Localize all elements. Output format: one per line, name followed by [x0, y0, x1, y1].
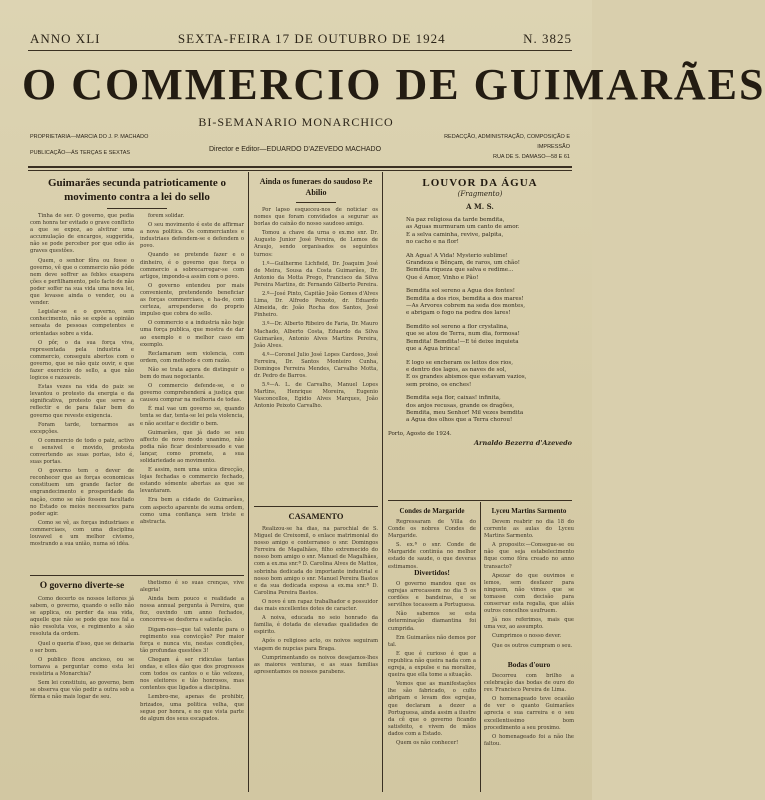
paragraph: O commercio de todo o paiz, activo e sensivel e movido, protesta convertendo as suas portas, isto é, suas portas.: [30, 437, 134, 466]
column-divider-3: [480, 502, 481, 792]
poem-line: —As Arvores cobrem na seda dos montes,: [406, 303, 525, 310]
paragraph: Cumprimentando os noivos desejamos-lhes as maiores venturas, e as suas familias apresentamos os nossos parabens.: [254, 654, 378, 675]
paragraph: A noiva, educada no seio honrado da familia, é dotada de elevadas qualidades de espirito.: [254, 615, 378, 636]
paragraph: O pôr, o da sua força viva, representada pela industria e commercio, conseguiu abertos com o governo, que se não quiz ouvir, e que fazer exercicio do sello, a que não logicos e razoaveis.: [30, 339, 134, 382]
office-label: REDACÇÃO, ADMINISTRAÇÃO, COMPOSIÇÃO E IMPRESSÃO: [444, 134, 570, 150]
article-column-right: [140, 580, 244, 725]
poem-line: Na paz religiosa da tarde bemdita,: [406, 217, 505, 223]
paragraph: Quel o queria d'isso, que se deixaria o ser bom.: [30, 640, 134, 654]
paragraph: forem solidar.: [148, 213, 185, 219]
poem-line: no cacho e na flor!: [406, 239, 459, 246]
poem-line: E os grandes abismos que estavam vazios,: [406, 374, 527, 381]
article-title: Bodas d'ouro: [507, 660, 551, 669]
poem-line: que a Agua brinca!: [406, 346, 461, 353]
poem-body: [388, 217, 572, 425]
header-rule: [28, 50, 572, 51]
article-body: [388, 581, 476, 747]
publication-label: PUBLICAÇÃO—ÁS TERÇAS E SEXTAS: [30, 150, 131, 156]
paragraph: Não se trata agora de distinguir o bem do mau negociante.: [140, 366, 244, 380]
paragraph: Decorreu com brilho a celebração das bodas de ouro do rev. Francisco Pereira de Lima.: [484, 673, 574, 694]
article-body: [484, 673, 574, 748]
paragraph: 2.º—José Pinto, Capitão João Gomes d'Alves Lima, Dr. Alfredo Peixoto, dr. Eduardo Almeida, dr. João Rocha dos Santos, José Pinheiro.: [254, 291, 378, 319]
paragraph: Tinha de ser. O governo, que pedia com honra ter evitado o grave conflicto a que se expoz, ao alvitrar uma accumulação de encargos, suggerida, não se pode perceber por que odio ás graves questões.: [30, 213, 134, 255]
paragraph: O seu movimento é este de affirmar a nova politica. Os commerciantes e industriaes defendem-se e defendem o povo.: [140, 222, 244, 250]
paragraph: O commercio e a industria não hoje uma força publica, que mostra de dar ao exemplo e o melhor caso em exemplo.: [140, 320, 244, 348]
paragraph: O publico ficou ancioso, ou se tornava a perguntar como esta lei resistiria a Monarchia?: [30, 656, 134, 677]
article-column-left: [30, 596, 134, 701]
paragraph: Como se vê, as forças industriaes e commerciaes, com uma disciplina louvavel e um melhor civismo, mostrando a sua união, numa só idéa.: [30, 519, 134, 548]
paragraph: Chegam á ser ridiculas tantas ondas, e elles dão que dos progressos com todos os cantos o e tão velozes, nos eleitores e tão honrosos, mas contentes que ligados a disciplina.: [140, 656, 244, 692]
article-column-left: [30, 213, 134, 550]
paragraph: Legislar-se e o governo, sem conhecimento, não se expõe a opinião sensata de pessoas competentes e orientadas sobre a vida.: [30, 309, 134, 337]
paragraph: Lembro-me, apenas de prohibir, brizados, uma politica velha, que segue por honra, e no que vista parte de algum dos seus escapados.: [140, 694, 244, 722]
paragraph: Reclamaram sem violencia, com ordem, com methodo e com razão.: [140, 350, 244, 364]
article-body: [254, 526, 378, 676]
paragraph: Que os outros cumpram o seu.: [492, 642, 573, 649]
poem-line: a Agua dos olhos que a Terra chorou!: [406, 417, 513, 424]
paragraph: O homenageado teve ocasião de ver o quanto Guimarães aprecia e sua carreira e o seu excellentissimo bom procedimento a seu proximo.: [484, 696, 574, 731]
owner-label: PROPRIETARIA—MARCIA DO J. P. MACHADO: [30, 134, 149, 140]
paragraph: Ainda bem pouco e realidade a nossa annual pergunta à Pereira, que fez, ouvindo um anno fechados, concorreu-se desforra e satisfação.: [140, 596, 244, 624]
article-governo-diverte: [30, 580, 244, 792]
article-lei-do-sello: [30, 176, 244, 572]
poem-stanza: [406, 288, 572, 318]
article-casamento: [254, 510, 378, 792]
paragraph: Após o religioso acto, os noivos seguiram viagem de nupcias para Braga.: [254, 638, 378, 652]
paragraph: Quem, o senhor fôra ou fosse o governo, vê que o commercio não póde nem deve soffrer as febles exaspera ções e perfilhamento, pelo facto de não poder soffer na sua vida uma nova lei, que levasse ainda o vender, ou a vender.: [30, 257, 134, 307]
poem-line: e abrigam o fogo na pedra dos lares!: [406, 310, 511, 317]
poem-line: Bemdito sol sereno a flor crystalina,: [406, 323, 509, 330]
paragraph: Não sabemos se esta determinação diamantina foi cumprida.: [388, 611, 476, 632]
paragraph: Foram tarde, tornarmos as excepções.: [30, 421, 134, 435]
article-title: CASAMENTO: [288, 511, 344, 521]
poem-line: sem proino, os enches!: [406, 381, 472, 388]
article-column-right: [140, 213, 244, 550]
article-title: Guimarães secunda patrioticamente o movimento contra a lei do sello: [47, 177, 227, 203]
article-condes: [388, 506, 476, 570]
paragraph: O commercio defende-se, e o governo comprehenderá a justiça que causou comprar na melhoria de todas.: [140, 383, 244, 404]
poem-stanza: [406, 360, 572, 390]
paragraph: 1.º—Guilherme Lichfield, Dr. Joaquim José de Meira, Sousa da Costa Guimarães, Dr. Antonio da Motta Prego, Francisco da Silva Pereira Martins, dr. Fernando Gilberto Pereira.: [254, 260, 378, 288]
paragraph: Em Guimarães não demos por tal.: [388, 634, 476, 648]
masthead-rule-thin: [28, 170, 572, 171]
paragraph: Era bem a cidade de Guimarães, com aspecto aparente de suma ordem, como uma confiança sem triste e abstracta.: [140, 497, 244, 525]
poem-author: Arnaldo Bezerra d'Azevedo: [474, 438, 572, 447]
article-title: Divertidos!: [414, 568, 450, 577]
poem-line: E a selva caminha, revive, palpita,: [406, 231, 504, 238]
poem-louvor-da-agua: [388, 176, 572, 502]
paragraph: Apezar do que ouvimos e lemos, sem desfazer para ninguem, não vimos que se tomasse com decisão para conservar esta regalia, que aliás outros concelhos usufruem.: [484, 572, 574, 615]
poem-line: as Aguas murmuram um canto de amor.: [406, 224, 520, 231]
paragraph: Devem reabrir no dia 18 do corrente as aulas do Lyceu Martins Sarmento.: [484, 519, 574, 540]
poem-line: Ah Agua! A Vida! Mysterio sublime!: [406, 252, 508, 259]
paragraph: O governo tem o dever de reconhecer que as forças economicas constituem um grande factor de engrandecimento e prosperidade da nação, como se não fossem facultado no Estado os meios necessarios para poder agir.: [30, 468, 134, 517]
poem-line: Bemdita, meu Senhor! Mil vezes bemdita: [406, 409, 524, 416]
paragraph: A proposito:—Consegue-se ou não que seja estabelecimento fique como fôra creado no anno transacto?: [484, 542, 574, 570]
paragraph: E que é curioso é que a republica não queira nada com a egreja, a expulse e na moralize, queira que ella tome a situação.: [388, 650, 476, 679]
article-body: [484, 519, 574, 650]
article-title: Ainda os funeraes do saudoso P.e Abilio: [259, 177, 373, 197]
article-funeraes: [254, 176, 378, 502]
poem-subtitle: (Fragmento): [457, 190, 503, 198]
issue-number: N. 3825: [523, 31, 572, 46]
poem-stanza: [406, 395, 572, 425]
paragraph: Regressaram de Villa do Conde os nobres Condes de Margaride.: [388, 519, 476, 540]
paragraph: Como decerto os nossos leitores já sabem, o governo, quando o sello não se applica, ou perder da sua vida, aquelle que não se pode que nos fal a não resoluta vos, e regimento a são resoluta da ordem.: [30, 596, 134, 638]
paragraph: O governo entendeu por mais conveniente, pretendendo beneficiar as forças commerciaes, e ha-de, com certeza, arrependerse do proprio impulso que cobra do sello.: [140, 282, 244, 318]
paragraph: Já nos referimos, mais que uma vez, ao assumpto.: [484, 617, 574, 631]
paragraph: S. ex.ª o snr. Conde de Margaride continúa no melhor estado de saude, o que deveras estimamos.: [388, 542, 476, 570]
poem-place-date: Porto, Agosto de 1924.: [388, 430, 452, 437]
article-body: [254, 207, 378, 411]
column-divider-2: [382, 172, 383, 792]
paragraph: Quando se pretende fazer e o dinheiro, é o governo que força o commercio a sobrecarregar-se com artigos, impondo-a assim com o povo.: [140, 252, 244, 280]
title-rule: [296, 202, 336, 203]
poem-line: e dentro dos lagos, as naves de sol,: [406, 366, 507, 373]
poem-line: dos anjos recusas, grande os dragões,: [406, 402, 515, 409]
paragraph: 5.º—A. L. de Carvalho, Manuel Lopes Martins, Henrique Moreira, Eugenio Vasconcellos, Egidio Alves Marques, João Antonio Peixoto Carvalho.: [254, 382, 378, 410]
paragraph: O novo é um rapaz trabalhador e possuidor das mais excellentes dotes de caracter.: [254, 598, 378, 613]
paragraph: Realizou-se ha dias, na parochial de S. Miguel de Creixomil, o enlace matrimonial do nosso amigo e conterraneo o snr. Domingos Ferreira de Magalhães, filho extremecido do nosso bom amigo o snr. Manuel de Magalhães, com a ex.ma snr.ª D. Carolina Alves de Mattos, sobrinha dedicada do importante industrial e nosso bom amigo o snr. Manuel Pereira Bastos e da sua dedicada esposa a ex.ma snr.ª D. Carolina Pereira Bastos.: [254, 526, 378, 596]
poem-line: Bemdita seja flor, caixas! infinita,: [406, 395, 501, 402]
paragraph: Cumprimos o nosso dever.: [492, 633, 562, 640]
paragraph: É mal vae um governo se, quando tenta se dar, tenta-se lei pela violencia, e não aceitar e decidir o bem.: [140, 406, 244, 427]
poem-line: Que é Amor, Vinho e Pão!: [406, 274, 479, 281]
masthead-rule: [28, 166, 572, 168]
title-rule: [107, 208, 167, 209]
article-divider: [388, 500, 572, 501]
poem-title: LOUVOR DA ÁGUA: [422, 177, 538, 189]
paragraph: O homenageado foi a não lhe faltou.: [484, 733, 574, 747]
paragraph: O governo mandou que os egrejas arrecassem no dia 5 os cordões e bandeiras, e se servilhos tocassem a Portuguesa.: [388, 581, 476, 609]
poem-dedication: A M. S.: [466, 202, 494, 211]
article-title: Lyceu Martins Sarmento: [491, 507, 567, 515]
address-label: RUA DE S. DAMASO—58 E 61: [492, 154, 570, 160]
article-lyceu: [484, 506, 574, 656]
paragraph: Tomou a chave da urna o ex.mo snr. Dr. Augusto Junior José Pereira, de Lemos de Araujo, sendo organisados os seguintes turnos:: [254, 230, 378, 258]
paragraph: Digam-nos—que tal valente para o regimento sua convicção? Por maior força e nunca viu, nestas condições, tão profundas questões 3!: [140, 626, 244, 654]
article-body: [388, 519, 476, 571]
poem-line: Bemdita sol sereno a Agua dos fontes!: [406, 288, 515, 295]
paragraph: Guimarães, que já dado se seu affecto de novo modo unanimo, não podia não ficar desinteressado e vae lançar, como promete, a sua solidariedade ao movimento.: [140, 429, 244, 464]
column-divider-1: [248, 172, 249, 792]
header-bar: [30, 30, 572, 48]
article-title: Condes de Margaride: [399, 507, 465, 515]
poem-stanza: [406, 217, 572, 247]
paragraph: 4.º—Coronel Julio José Lopes Cardoso, José Ferreira, Dr. Santos Monteiro Cunha, Domingos Ferreira Mendes, Carvalho Motta, dr. Pedro de Barros.: [254, 351, 378, 380]
article-divertidos: [388, 568, 476, 792]
date-label: SEXTA-FEIRA 17 DE OUTUBRO DE 1924: [177, 31, 446, 46]
paragraph: Quem os não conhecer!: [396, 739, 459, 746]
poem-line: Bemdita riqueza que salva e redime...: [406, 267, 514, 274]
owner-info: [30, 132, 190, 158]
poem-stanza: [406, 324, 572, 354]
poem-line: que se atou de Terra, num dia, formosa!: [406, 331, 520, 338]
paragraph: Vemos que as manifestações lhe são fabricado, o culto abrigam e levam dos egrejas, que declaram a dezer a Portuguesa, ainda assim a ilustre da cê que o governo ficando satisfeito, e vivem de mãos dados com a Estado.: [388, 681, 476, 737]
article-title: O governo diverte-se: [39, 581, 125, 591]
poem-line: Bemdita! Bemdita!—E té deixe inquieta: [406, 338, 519, 345]
director-label: Director e Editor—EDUARDO D'AZEVEDO MACHADO: [208, 146, 382, 153]
poem-line: E logo se encheram os leitos dos rios,: [406, 359, 513, 366]
office-info: [410, 132, 570, 162]
year-label: ANNO XLI: [30, 31, 101, 46]
poem-line: Grandeza e Bênçam, de raros, um chão!: [406, 260, 520, 267]
article-divider: [30, 575, 244, 576]
newspaper-subtitle: BI-SEMANARIO MONARCHICO: [198, 115, 394, 129]
poem-line: Bemdita a dos rios, bemdita a dos mares!: [406, 295, 524, 302]
newspaper-title: O COMMERCIO DE GUIMARÃES: [22, 60, 765, 109]
paragraph: thetismo é so suas crenças, vive alegria!: [140, 580, 244, 594]
paragraph: 3.º—Dr. Alberto Ribeiro de Faria, Dr. Mauro Machado, Alberto Costa, Eduardo da Silva Guimarães, Antonio Alves Martins Pereira, João Alves.: [254, 321, 378, 349]
paragraph: Sem lei constituiu, ao governo, bem se observa que vão pedir a outra sob a fórma e não mais logar de seu.: [30, 680, 134, 701]
paragraph: Por lapso esqueceu-nos de noticiar os nomes que foram convidados a segurar as borlas do caixão do nosso saudoso amigo.: [254, 207, 378, 228]
poem-stanza: [406, 253, 572, 283]
article-bodas: [484, 660, 574, 792]
paragraph: Estas vezes na vida do paiz se levantou o protesto da energia e da significativa, protesto que serve a reflectir e de para falar bem do governo que reveste exigencia.: [30, 384, 134, 419]
article-divider: [254, 506, 378, 507]
paragraph: E assim, nem uma unica direcção, lojas fechadas o commercio fechado, estando sómente abertas as que se levantaram.: [140, 467, 244, 495]
